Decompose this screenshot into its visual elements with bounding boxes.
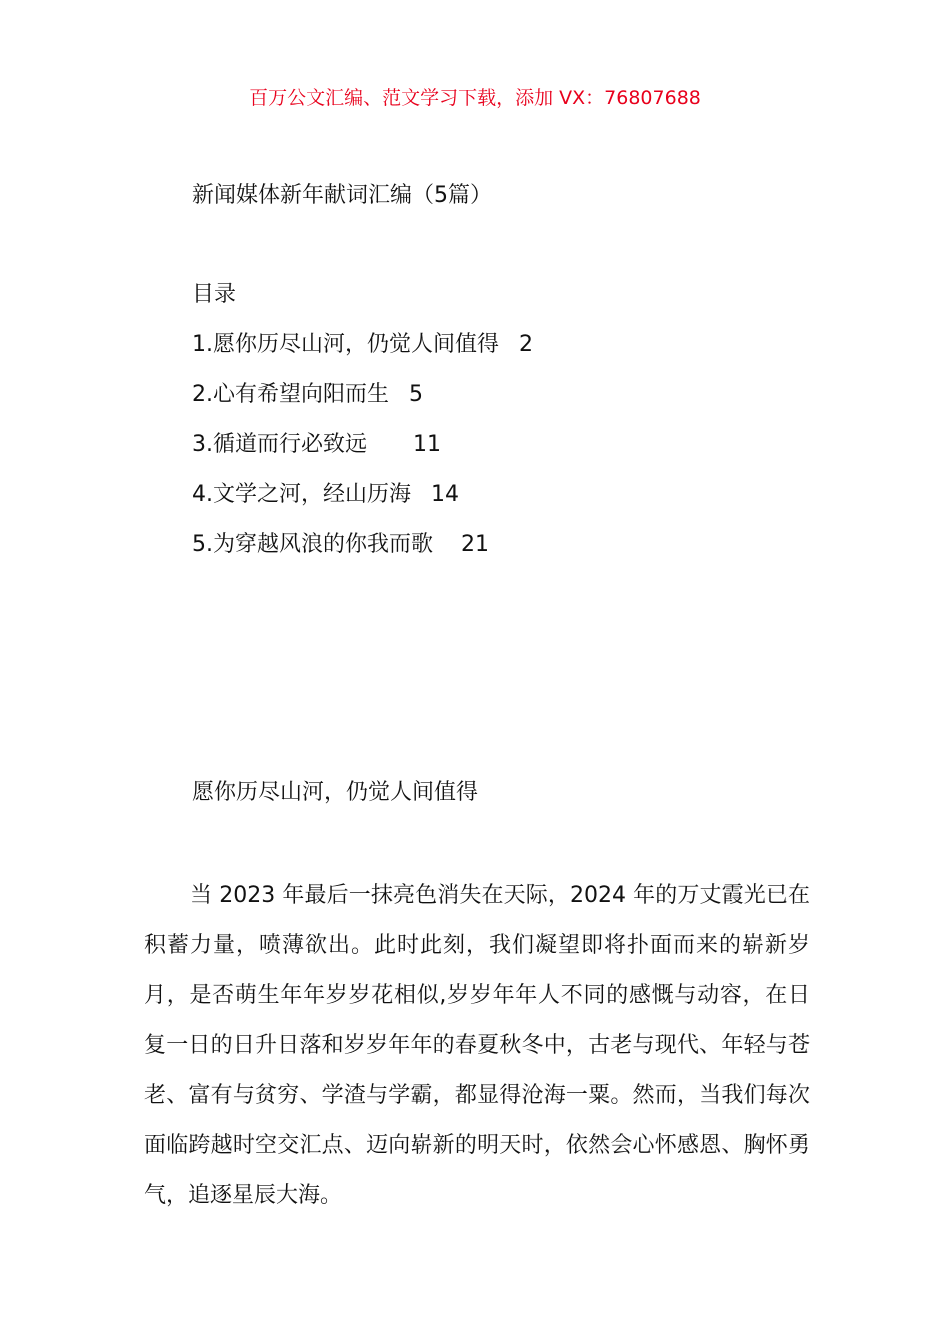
- body-paragraph: 当 2023 年最后一抹亮色消失在天际，2024 年的万丈霞光已在积蓄力量，喷薄欲出。此时此刻，我们凝望即将扑面而来的崭新岁月，是否萌生年年岁岁花相似,岁岁年年人不同的感慨与动容，在日复一日的日升日落和岁岁年年的春夏秋冬中，古老与现代、年轻与苍老、富有与贫穷、学渣与学霸，都显得沧海一粟。然而，当我们每次面临跨越时空交汇点、迈向崭新的明天时，依然会心怀感恩、胸怀勇气，追逐星辰大海。: [144, 883, 810, 1208]
- toc-item-label: 5.为穿越风浪的你我而歌: [192, 532, 433, 557]
- toc-item[interactable]: [192, 480, 533, 510]
- toc-item-page: 14: [431, 482, 459, 507]
- toc-item-label: 4.文学之河，经山历海: [192, 482, 411, 507]
- header-note: 百万公文汇编、范文学习下载，添加 VX：76807688: [249, 87, 701, 109]
- toc-item-page: 2: [519, 332, 533, 357]
- toc-item-label: 3.循道而行必致远: [192, 432, 367, 457]
- toc-item[interactable]: [192, 430, 533, 460]
- toc-item-page: 11: [413, 432, 441, 457]
- toc-item[interactable]: [192, 530, 533, 560]
- section-title: 愿你历尽山河，仍觉人间值得: [192, 780, 479, 805]
- table-of-contents: [192, 330, 533, 580]
- document-title: 新闻媒体新年献词汇编（5篇）: [192, 183, 492, 208]
- toc-item-label: 2.心有希望向阳而生: [192, 382, 389, 407]
- toc-item[interactable]: [192, 330, 533, 360]
- toc-heading: 目录: [192, 282, 237, 307]
- toc-item-page: 21: [461, 532, 489, 557]
- toc-item-label: 1.愿你历尽山河，仍觉人间值得: [192, 332, 499, 357]
- toc-item[interactable]: [192, 380, 533, 410]
- toc-item-page: 5: [409, 382, 423, 407]
